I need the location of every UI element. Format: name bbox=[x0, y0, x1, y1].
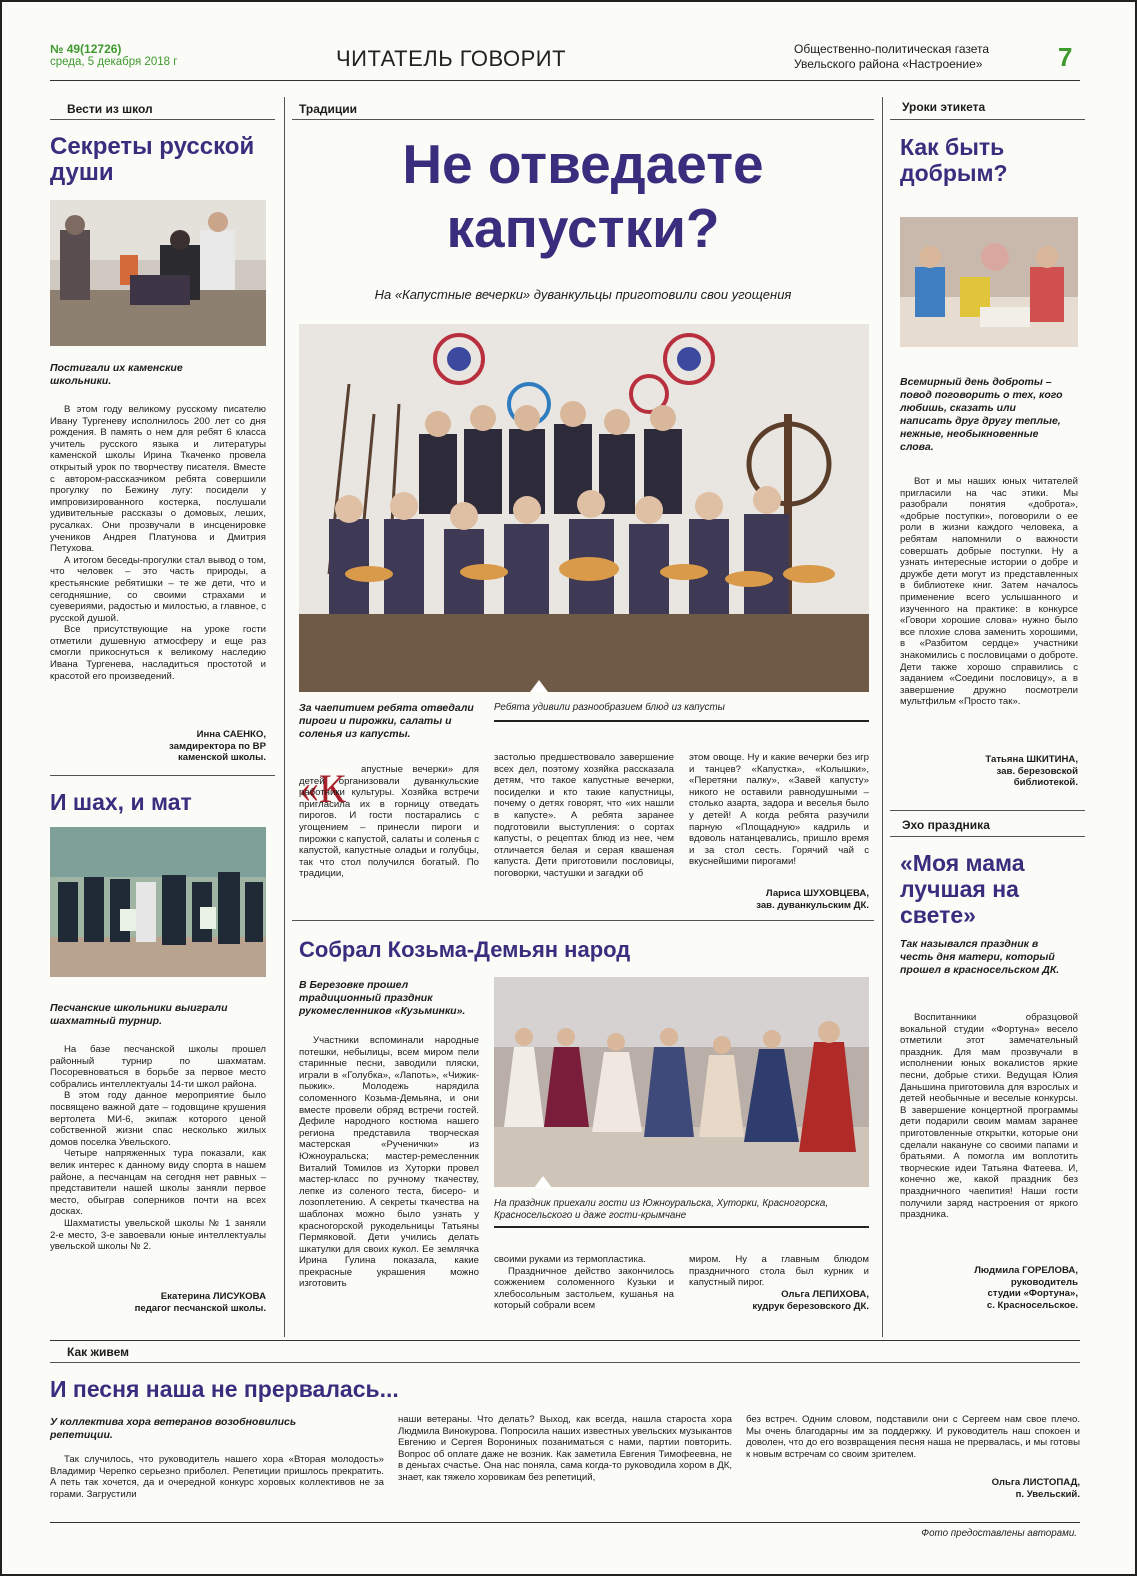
article-body-cabbage-col1: апустные вечерки» для детей организовали дуванкульские работники культуры. Хозяйка встречи пригласила их в горницу отведать пирогов. И гости постарались с угощением – принесли пироги и пирожки с капустой, салаты и соленья с капустой, капустные оладьи и голубцы, так что стол получился богатый. По традиции, bbox=[299, 764, 479, 880]
sig-name: Лариса ШУХОВЦЕВА, bbox=[765, 888, 869, 899]
article-body-kind bbox=[900, 476, 1078, 708]
sig-name: Ольга ЛИСТОПАД, bbox=[991, 1477, 1080, 1488]
paragraph: Воспитанники образцовой вокальной студии «Фортуна» весело отметили этот замечательный праздник. Для мам прозвучали в исполнении юных вокалистов яркие песни, добрые стихи. Ведущая Юлия Даньшина приготовила для взрослых и детей необычные и веселые конкурсы. В завершение концертной программы дети подарили своим мамам заранее приготовленные открытки, которые они сделали накануне со своими папами и братьями. А помогла им воплотить творческие идеи Татьяна Фатеева. И, конечно же, какой праздник без праздничного чаепития! Наши гости получили заряд настроения от яркого праздника. bbox=[900, 1012, 1078, 1221]
paragraph: В этом году великому русскому писателю Ивану Тургеневу исполнилось 200 лет со дня рождения. В память о нем для ребят 6 класса учитель русского языка и литературы каменской школы Ирина Ткаченко провела открытый урок по творчеству писателя. Вместе с автором-рассказчиком ребята совершили прогулку по Бежину лугу: посидели у импровизированного костерка, послушали удивительные рассказы о домовых, леших, русалках. Они прозвучали в инсценировке учеников Андрея Платунова и Дмитрия Петухова. bbox=[50, 404, 266, 555]
signature-gorelova bbox=[900, 1265, 1078, 1311]
photo-etiquette-lesson bbox=[900, 217, 1078, 347]
divider bbox=[890, 810, 1085, 811]
signature-saenko bbox=[50, 729, 266, 764]
issue-number: № 49(12726) bbox=[50, 42, 122, 56]
paragraph: Четыре напряженных тура показали, как велик интерес к данному виду спорта в нашем районе, а песчанцам на сегодня нет равных – представители нашей школы заняли первое место, обыграв соперников почти на всех досках. bbox=[50, 1148, 266, 1218]
sig-role: студии «Фортуна», bbox=[987, 1288, 1078, 1299]
article-lead-kozma: В Березовке прошел традиционный праздник рукомесленников «Кузьминки». bbox=[299, 979, 466, 1017]
article-body-song-col2: наши ветераны. Что делать? Выход, как всегда, нашла староста хора Людмила Винокурова. Попросила наших известных увельских музыкантов Евгению и Сергея Ворониных позаниматься с нами, партии повторить. Вопрос об оплате даже не возник. Как заметила Евгения Тимофеевна, не в деньгах счастье. Она нас поняла, сама когда-то руководила хором в ДК, знает, как тяжело хоровикам без репетиций, bbox=[398, 1414, 732, 1483]
section-rule-left bbox=[50, 119, 275, 120]
photo-caption-kuzminki: На праздник приехали гости из Южноуральска, Хуторки, Красногорска, Красносельского и даже гости-крымчане bbox=[494, 1198, 829, 1221]
article-lead-song: У коллектива хора ветеранов возобновились репетиции. bbox=[50, 1416, 297, 1441]
paragraph: Участники вспоминали народные потешки, небылицы, всем миром пели старинные песни, заводили пляски, играли в «Голубка», «Лапоть», «Чижик-пыжик». Молодежь нарядила соломенного Козьма-Демьяна, и они вместе провели обряд встречи гостей. Дефиле народного костюма нашего региона представила творческая мастерская «Рученички» из Южноуральска; мастер-ремесленник Виталий Томилов из Хуторки провел мастер-класс по ручному ткачеству, лепке из соленого теста, бисеро- и лозоплетению. А секреты ткачества на шаблонах можно было узнать у красногорской рукодельницы Татьяны Пермяковой. Дети учились делать шкатулки для своих кукол. Ее землячка Ирина Гулина показала, какие прекрасные украшения можно изготовить bbox=[299, 1035, 479, 1290]
section-rule-center bbox=[292, 119, 874, 120]
signature-shkitina bbox=[900, 754, 1078, 789]
photo-lead-tea: За чаепитием ребята отведали пироги и пирожки, салаты и соленья из капусты. bbox=[299, 702, 474, 740]
sig-role: кудрук березовского ДК. bbox=[752, 1300, 869, 1312]
article-body-chess bbox=[50, 1044, 266, 1253]
article-body-song-col3: без встреч. Одним словом, подставили они с Сергеем нам свое плечо. Мы очень благодарны им за поддержку. И руководитель наш спокоен и доволен, что до его возвращения песня наша не прервалась, и мы готовы к новым встречам со своим зрителем. bbox=[746, 1414, 1080, 1460]
article-body-cabbage-col3: этом овоще. Ну и какие вечерки без игр и танцев? «Капустка», «Колышки», «Перетяни палку», «Завей капусту» никого не оставили равнодушными – столько азарта, задора и веселья было у детей! А когда ребята разучили парную «Площадную» кадриль и вдоволь натанцевались, пришло время и за стол сесть. Горячий чай с вкуснейшими пирогами! bbox=[689, 752, 869, 868]
sig-role: каменской школы. bbox=[177, 752, 266, 763]
caption-marker bbox=[534, 1176, 552, 1188]
section-label-traditions: Традиции bbox=[299, 102, 358, 116]
divider bbox=[50, 775, 275, 776]
issue-date: среда, 5 декабря 2018 г bbox=[50, 56, 178, 68]
rubric-title: ЧИТАТЕЛЬ ГОВОРИТ bbox=[336, 46, 567, 71]
page-number: 7 bbox=[1058, 42, 1073, 72]
article-body-kozma-col1 bbox=[299, 1035, 479, 1290]
dropcap: «К bbox=[299, 766, 346, 811]
paragraph: Вот и мы наших юных читателей пригласили на час этики. Мы разобрали понятия «доброта», «добрые поступки», поговорили о ее роли в жизни каждого человека, а ребятам напомнили о важности совершать добрые поступки. Ну а узнать интересные истории о добре и дружбе дети могут из представленных в библиотеке книг. Затем началось применение всего услышанного и изученного на практике: в конкурсе «Говори хорошие слова» нужно было все плохие слова заменить хорошими, в «Разбитом сердце» участники знакомились с пословицами о доброте. Дети также хорошо справились с заданием «Соедини пословицу», а в завершение дружно посмотрели мультфильм «Просто так». bbox=[900, 476, 1078, 708]
paper-name-line2: Увельского района «Настроение» bbox=[794, 57, 983, 71]
sig-role: зав. дуванкульским ДК. bbox=[756, 899, 869, 911]
sig-name: Екатерина ЛИСУКОВА bbox=[160, 1291, 266, 1302]
article-body-cabbage-col2: застолью предшествовало завершение всех дел, поэтому хозяйка рассказала детям, что такое капустные вечерки, посиделки и кто такие капустницы, почему о детях говорят, что «их нашли в капусте». А ребята заранее подготовили выступления: о сортах капусты, о рецептах блюд из нее, чем отличается белая и серая квашеная капуста. Дети приготовили пословицы, поговорки, частушки и загадки об bbox=[494, 752, 674, 879]
divider bbox=[292, 920, 874, 921]
signature-shukhovtseva bbox=[689, 888, 869, 911]
sig-role: п. Увельский. bbox=[1015, 1488, 1080, 1500]
article-title-secrets: Секреты русской души bbox=[50, 133, 255, 186]
article-body-song-col1: Так случилось, что руководитель нашего хора «Вторая молодость» Владимир Черепко серьезно приболел. Репетиции пришлось прекратить. А петь так хочется, да и очередной конкурс хоровых коллективов не за горами. Загрустили bbox=[50, 1454, 384, 1500]
article-lead-chess: Песчанские школьники выиграли шахматный турнир. bbox=[50, 1002, 228, 1027]
section-rule-bottom bbox=[50, 1362, 1080, 1363]
article-title-mama: «Моя мама лучшая на свете» bbox=[900, 850, 1025, 928]
caption-marker bbox=[530, 680, 548, 692]
photo-turgenev-lesson bbox=[50, 200, 266, 346]
photo-cabbage-party bbox=[299, 324, 869, 692]
headline-line2: капустки? bbox=[446, 197, 720, 259]
section-rule-right bbox=[890, 836, 1085, 837]
paragraph: А итогом беседы-прогулки стал вывод о том, что человек – это часть природы, а крестьянские ребятишки – те же дети, что и сегодняшние, со своими страхами и суевериями, радостью и милостью, а главное, с русской душой. bbox=[50, 554, 266, 624]
sig-role: педагог песчанской школы. bbox=[134, 1302, 266, 1314]
photo-chess-team bbox=[50, 827, 266, 977]
paper-name-line1: Общественно-политическая газета bbox=[794, 42, 990, 56]
sig-name: Татьяна ШКИТИНА, bbox=[985, 754, 1078, 765]
article-title-chess: И шах, и мат bbox=[50, 789, 192, 815]
photo-caption-cabbage: Ребята удивили разнообразием блюд из капусты bbox=[494, 702, 725, 713]
headline-line1: Не отведаете bbox=[402, 133, 764, 195]
section-label-etiquette: Уроки этикета bbox=[902, 100, 986, 114]
article-lead-secrets: Постигали их каменские школьники. bbox=[50, 362, 183, 387]
divider bbox=[494, 1226, 869, 1228]
article-body-secrets bbox=[50, 404, 266, 682]
article-lead-mama: Так назывался праздник в честь дня матери, который прошел в красносельском ДК. bbox=[900, 938, 1060, 976]
signature-lepikhova bbox=[689, 1289, 869, 1312]
paragraph: Шахматисты увельской школы № 1 заняли 2-е место, 3-е завоевали юные интеллектуалы увельской школы № 2. bbox=[50, 1217, 266, 1253]
sig-role: руководитель bbox=[1010, 1276, 1078, 1288]
column-divider-right bbox=[882, 97, 883, 1337]
paragraph: В этом году данное мероприятие было посвящено важной дате – годовщине крушения вертолета МИ-6, экипаж которого ценой собственной жизни спас несколько жилых домов поселка Увельского. bbox=[50, 1090, 266, 1148]
sig-name: Людмила ГОРЕЛОВА, bbox=[974, 1265, 1078, 1276]
article-title-kind: Как быть добрым? bbox=[900, 134, 1008, 186]
section-label-schools: Вести из школ bbox=[67, 102, 153, 116]
header-rule bbox=[50, 80, 1080, 81]
sig-role: с. Красносельское. bbox=[986, 1299, 1078, 1311]
sig-role: замдиректора по ВР bbox=[168, 740, 266, 752]
divider bbox=[494, 720, 869, 722]
footer-rule bbox=[50, 1522, 1080, 1523]
article-body-mama bbox=[900, 1012, 1078, 1221]
article-body-kozma-col3: миром. Ну а главным блюдом праздничного стола был курник и капустный пирог. bbox=[689, 1254, 869, 1289]
signature-lisukova bbox=[50, 1291, 266, 1314]
paragraph: своими руками из термопластика. bbox=[494, 1254, 646, 1265]
section-rule-right bbox=[890, 119, 1085, 120]
photo-credit: Фото предоставлены авторами. bbox=[921, 1528, 1077, 1539]
photo-kuzminki bbox=[494, 977, 869, 1187]
sig-role: зав. березовской bbox=[996, 765, 1078, 777]
sig-name: Инна САЕНКО, bbox=[196, 729, 266, 740]
sig-role: библиотекой. bbox=[1013, 777, 1078, 788]
article-subtitle: На «Капустные вечерки» дуванкульцы приготовили свои угощения bbox=[374, 287, 792, 302]
article-title-kozma: Собрал Козьма-Демьян народ bbox=[299, 937, 631, 962]
signature-listopad bbox=[746, 1477, 1080, 1500]
sig-name: Ольга ЛЕПИХОВА, bbox=[781, 1289, 869, 1300]
paragraph: Все присутствующие на уроке гости отметили душевную атмосферу и еще раз смогли прикоснуться к великому наследию Ивана Тургенева, насладиться простотой и красотой его произведений. bbox=[50, 624, 266, 682]
section-label-echo: Эхо праздника bbox=[902, 818, 990, 832]
paragraph: На базе песчанской школы прошел районный турнир по шахматам. Посоревноваться в борьбе за первое место собрались интеллектуалы 14-ти школ района. bbox=[50, 1044, 266, 1090]
bottom-rule-top bbox=[50, 1340, 1080, 1341]
article-body-kozma-col2 bbox=[494, 1254, 674, 1312]
article-lead-kind: Всемирный день доброты – повод поговорить о тех, кого любишь, сказать или написать друг другу теплые, нежные, необыкновенные слова. bbox=[900, 376, 1063, 453]
paragraph: Праздничное действо закончилось сожжением соломенного Кузьки и хлебосольным застольем, кушанья на который собрали всем bbox=[494, 1265, 674, 1312]
section-label-how-we-live: Как живем bbox=[67, 1345, 129, 1359]
article-title-song: И песня наша не прервалась... bbox=[50, 1376, 399, 1402]
column-divider-left bbox=[284, 97, 285, 1337]
